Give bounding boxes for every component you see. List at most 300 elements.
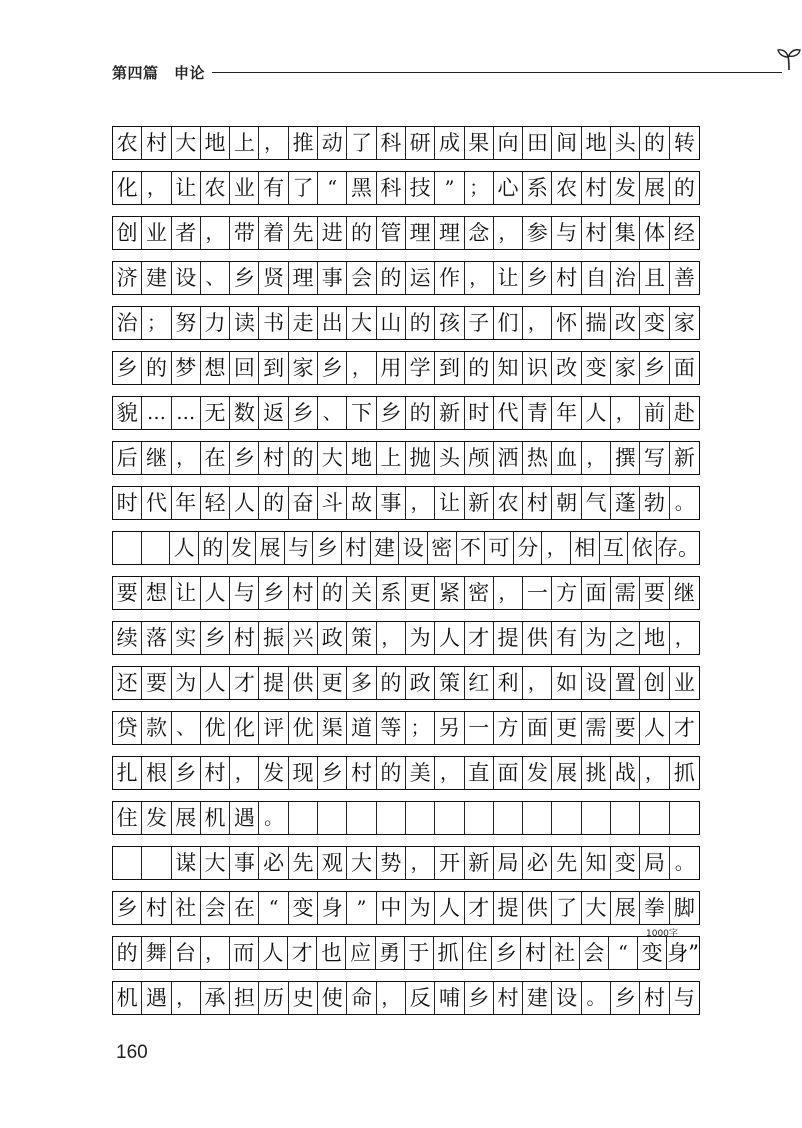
grid-row (112, 351, 700, 385)
grid-cell: 血 (552, 442, 581, 474)
grid-cell: 代 (494, 397, 523, 429)
grid-cell: ， (523, 307, 552, 339)
grid-cell: 上 (230, 127, 259, 159)
grid-cell: 乡 (259, 577, 288, 609)
grid-cell: 理 (406, 217, 435, 249)
grid-cell: 一 (523, 577, 552, 609)
grid-cell: 用 (377, 352, 406, 384)
grid-cell: 身 (318, 892, 347, 924)
grid-cell: 渠 (318, 712, 347, 744)
grid-cell: ， (230, 757, 259, 789)
grid-cell: 必 (523, 847, 552, 879)
grid-cell: 斗 (318, 487, 347, 519)
grid-cell: 发 (611, 172, 640, 204)
grid-cell: 与 (673, 985, 695, 1010)
grid-cell: 时 (113, 487, 142, 519)
grid-cell: 担 (230, 982, 259, 1014)
grid-row (112, 396, 700, 430)
grid-cell: 代 (142, 487, 171, 519)
grid-cell: 。 (259, 802, 288, 834)
grid-cell: 乡 (465, 982, 494, 1014)
grid-cell: 的 (377, 262, 406, 294)
grid-cell: 会 (201, 892, 230, 924)
grid-cell: 新 (465, 847, 494, 879)
grid-cell: 山 (377, 307, 406, 339)
grid-cell: 供 (523, 892, 552, 924)
grid-cell: 政 (318, 622, 347, 654)
grid-cell: 轻 (201, 487, 230, 519)
grid-cell: 体 (640, 217, 669, 249)
grid-cell: 政 (406, 667, 435, 699)
grid-cell: 展 (611, 892, 640, 924)
grid-cell: 乡 (611, 982, 640, 1014)
grid-cell: 脚 (673, 895, 695, 920)
grid-cell: 动 (318, 127, 347, 159)
grid-cell: 落 (142, 622, 171, 654)
grid-cell: 想 (142, 577, 171, 609)
grid-cell: 设 (172, 262, 201, 294)
grid-cell: 抛 (406, 442, 435, 474)
grid-cell: 抓 (434, 937, 463, 969)
grid-cell: 系 (523, 172, 552, 204)
grid-cell: 新 (673, 445, 695, 470)
grid-cell: 另 (435, 712, 464, 744)
grid-cell: ， (435, 757, 464, 789)
grid-cell: 战 (611, 757, 640, 789)
grid-row (112, 126, 700, 160)
grid-cell: 业 (142, 217, 171, 249)
grid-cell: 分 (514, 532, 543, 564)
grid-cell: ； (406, 712, 435, 744)
grid-cell: 管 (377, 217, 406, 249)
grid-cell: ， (465, 262, 494, 294)
grid-cell: 面 (523, 712, 552, 744)
word-count-note: 1000字 (646, 929, 678, 939)
sprout-icon (776, 46, 802, 72)
grid-cell: 抓 (673, 760, 695, 785)
grid-cell: 互 (600, 532, 629, 564)
grid-cell: 想 (201, 352, 230, 384)
grid-cell: 也 (317, 937, 346, 969)
grid-cell: 评 (259, 712, 288, 744)
grid-row (112, 891, 700, 925)
grid-cell: 变 (611, 847, 640, 879)
grid-cell: 等 (377, 712, 406, 744)
grid-cell: 依 (628, 532, 657, 564)
grid-cell: 村 (289, 577, 318, 609)
grid-cell: 住 (463, 937, 492, 969)
grid-cell: 密 (428, 532, 457, 564)
grid-cell: 历 (259, 982, 288, 1014)
grid-cell: ， (347, 352, 376, 384)
grid-cell: 有 (552, 622, 581, 654)
grid-cell: 们 (494, 307, 523, 339)
grid-cell: 大 (318, 442, 347, 474)
grid-cell: 了 (289, 172, 318, 204)
grid-cell: 发 (228, 532, 257, 564)
grid-cell: 人 (435, 892, 464, 924)
grid-cell: 识 (523, 352, 552, 384)
grid-cell: 拳 (640, 892, 669, 924)
grid-cell: 在 (201, 442, 230, 474)
grid-cell: 事 (377, 487, 406, 519)
grid-cell: 可 (485, 532, 514, 564)
grid-cell: 进 (318, 217, 347, 249)
grid-cell: 承 (201, 982, 230, 1014)
grid-cell: 带 (230, 217, 259, 249)
grid-cell: 开 (435, 847, 464, 879)
grid-cell: 更 (318, 667, 347, 699)
grid-cell: 舞 (142, 937, 171, 969)
grid-cell: 赴 (673, 400, 695, 425)
grid-cell: 继 (142, 442, 171, 474)
grid-cell: 村 (552, 262, 581, 294)
grid-cell: 中 (377, 892, 406, 924)
grid-cell: 让 (435, 487, 464, 519)
grid-cell: … (142, 397, 171, 429)
grid-cell: 大 (201, 847, 230, 879)
grid-cell: 为 (582, 622, 611, 654)
grid-cell: 梦 (172, 352, 201, 384)
grid-cell: 走 (289, 307, 318, 339)
grid-cell: 青 (523, 397, 552, 429)
grid-cell: 与 (285, 532, 314, 564)
grid-row (112, 306, 700, 340)
grid-row (112, 801, 700, 835)
grid-cell: 乡 (113, 892, 142, 924)
grid-cell: 让 (494, 262, 523, 294)
grid-cell: 乡 (377, 397, 406, 429)
grid-cell: 的 (259, 487, 288, 519)
grid-cell: 事 (318, 262, 347, 294)
grid-cell: 业 (673, 670, 695, 695)
grid-cell: 先 (289, 217, 318, 249)
grid-cell: 道 (347, 712, 376, 744)
grid-cell (318, 802, 347, 834)
grid-cell: ， (674, 626, 694, 649)
grid-cell: ， (201, 937, 230, 969)
grid-cell: 系 (377, 577, 406, 609)
grid-cell: 村 (582, 217, 611, 249)
grid-cell: ， (640, 757, 669, 789)
grid-cell: 运 (406, 262, 435, 294)
grid-cell: 提 (259, 667, 288, 699)
grid-cell: 治 (611, 262, 640, 294)
grid-cell: 书 (259, 307, 288, 339)
grid-cell: 直 (465, 757, 494, 789)
grid-cell: 乡 (318, 352, 347, 384)
grid-cell: 者 (172, 217, 201, 249)
grid-cell: 出 (318, 307, 347, 339)
grid-cell: 下 (347, 397, 376, 429)
grid-cell (113, 847, 142, 879)
grid-cell: 红 (465, 667, 494, 699)
grid-cell: 根 (142, 757, 171, 789)
grid-cell: 社 (172, 892, 201, 924)
grid-cell: 命 (347, 982, 376, 1014)
grid-cell: 先 (289, 847, 318, 879)
grid-cell: 村 (347, 757, 376, 789)
grid-cell: 要 (142, 667, 171, 699)
grid-cell (113, 532, 142, 564)
grid-row (112, 441, 700, 475)
grid-cell: 乡 (523, 262, 552, 294)
grid-cell: 理 (435, 217, 464, 249)
grid-cell: 才 (673, 715, 695, 740)
grid-cell: 人 (170, 532, 199, 564)
grid-cell: 为 (406, 622, 435, 654)
page-number: 160 (116, 1042, 148, 1063)
grid-cell: “ (318, 172, 347, 204)
grid-cell: 业 (230, 172, 259, 204)
grid-cell (142, 847, 171, 879)
grid-cell: 貌 (113, 397, 142, 429)
grid-cell: 村 (523, 487, 552, 519)
grid-cell: 人 (201, 577, 230, 609)
grid-cell (142, 532, 171, 564)
grid-cell (552, 802, 581, 834)
grid-cell: 参 (523, 217, 552, 249)
grid-cell: 大 (582, 892, 611, 924)
grid-cell: 利 (494, 667, 523, 699)
grid-cell: 才 (288, 937, 317, 969)
grid-cell: 建 (371, 532, 400, 564)
grid-cell: 局 (640, 847, 669, 879)
grid-cell: 家 (289, 352, 318, 384)
grid-cell: 观 (318, 847, 347, 879)
grid-cell: 改 (552, 352, 581, 384)
grid-cell: 扎 (113, 757, 142, 789)
grid-cell: 到 (259, 352, 288, 384)
grid-cell: 住 (113, 802, 142, 834)
grid-cell: 读 (230, 307, 259, 339)
grid-cell: 的 (377, 757, 406, 789)
grid-cell: 朝 (552, 487, 581, 519)
grid-cell: 农 (494, 487, 523, 519)
grid-cell: 村 (342, 532, 371, 564)
grid-cell: ， (494, 577, 523, 609)
grid-cell: 反 (406, 982, 435, 1014)
grid-cell: 孩 (435, 307, 464, 339)
grid-cell: 、 (172, 712, 201, 744)
grid-cell: 地 (582, 127, 611, 159)
grid-cell: 的 (406, 307, 435, 339)
grid-cell: 故 (347, 487, 376, 519)
grid-cell: 关 (347, 577, 376, 609)
grid-cell: 乡 (640, 352, 669, 384)
grid-cell: ； (465, 172, 494, 204)
grid-cell: 揣 (582, 307, 611, 339)
grid-cell: 发 (259, 757, 288, 789)
grid-row (112, 756, 700, 790)
grid-cell: 热 (523, 442, 552, 474)
grid-cell: 地 (640, 622, 669, 654)
grid-cell: 学 (406, 352, 435, 384)
grid-cell: ” (347, 892, 376, 924)
grid-cell: 先 (552, 847, 581, 879)
grid-cell: 使 (318, 982, 347, 1014)
grid-cell: 知 (494, 352, 523, 384)
grid-cell (289, 802, 318, 834)
grid-cell: 身” (667, 940, 699, 965)
grid-cell: 气 (582, 487, 611, 519)
grid-cell (523, 802, 552, 834)
grid-cell: 如 (552, 667, 581, 699)
grid-cell: 村 (142, 892, 171, 924)
grid-cell: 变 (640, 307, 669, 339)
grid-cell: 撰 (611, 442, 640, 474)
grid-cell (377, 802, 406, 834)
grid-cell: 乡 (201, 622, 230, 654)
grid-cell: ， (582, 442, 611, 474)
grid-cell: 方 (494, 712, 523, 744)
grid-cell (435, 802, 464, 834)
grid-cell: 存。 (656, 535, 699, 560)
grid-cell: 农 (201, 172, 230, 204)
grid-cell: 而 (230, 937, 259, 969)
grid-cell: 村 (521, 937, 550, 969)
grid-cell: 供 (523, 622, 552, 654)
grid-cell: 农 (113, 127, 142, 159)
grid-cell: 的 (673, 175, 695, 200)
grid-cell (347, 802, 376, 834)
grid-cell: 哺 (435, 982, 464, 1014)
grid-cell: 贷 (113, 712, 142, 744)
grid-cell: ， (523, 667, 552, 699)
grid-cell: 人 (201, 667, 230, 699)
grid-cell: 款 (142, 712, 171, 744)
grid-cell: 的 (199, 532, 228, 564)
grid-row (112, 171, 700, 205)
grid-cell: 的 (347, 217, 376, 249)
grid-cell: 治 (113, 307, 142, 339)
grid-cell: 家 (673, 310, 695, 335)
grid-cell (582, 802, 611, 834)
grid-cell: 才 (465, 622, 494, 654)
grid-cell: 应 (346, 937, 375, 969)
grid-cell: 乡 (172, 757, 201, 789)
grid-cell: ； (142, 307, 171, 339)
grid-cell: 理 (289, 262, 318, 294)
grid-cell: 转 (673, 130, 695, 155)
grid-cell: 与 (552, 217, 581, 249)
grid-cell: 建 (142, 262, 171, 294)
grid-cell: 的 (640, 127, 669, 159)
grid-cell: 密 (465, 577, 494, 609)
grid-cell: ， (259, 127, 288, 159)
grid-cell: 社 (551, 937, 580, 969)
grid-cell: 地 (201, 127, 230, 159)
grid-cell: 集 (611, 217, 640, 249)
grid-cell: 人 (230, 487, 259, 519)
grid-cell: 向 (494, 127, 523, 159)
grid-cell: 谋 (172, 847, 201, 879)
grid-cell: 遇 (230, 802, 259, 834)
grid-cell: 村 (142, 127, 171, 159)
grid-row (112, 981, 700, 1015)
grid-cell: 面 (673, 355, 695, 380)
grid-cell: ， (377, 982, 406, 1014)
grid-cell: 事 (230, 847, 259, 879)
grid-cell: 创 (113, 217, 142, 249)
grid-cell (670, 802, 699, 834)
grid-cell: 要 (113, 577, 142, 609)
grid-cell: 机 (113, 982, 142, 1014)
grid-row (112, 936, 700, 970)
grid-cell: 念 (465, 217, 494, 249)
grid-cell: ， (142, 172, 171, 204)
grid-cell: 面 (582, 577, 611, 609)
grid-cell: “ (609, 937, 638, 969)
grid-cell: 大 (347, 847, 376, 879)
grid-cell: 设 (552, 982, 581, 1014)
grid-cell: … (172, 397, 201, 429)
grid-row (112, 621, 700, 655)
grid-cell: 努 (172, 307, 201, 339)
grid-cell: 贤 (259, 262, 288, 294)
grid-cell: 在 (230, 892, 259, 924)
grid-cell: 洒 (494, 442, 523, 474)
grid-cell: 奋 (289, 487, 318, 519)
grid-cell: 要 (640, 577, 669, 609)
grid-cell: 村 (582, 172, 611, 204)
grid-cell: 田 (523, 127, 552, 159)
grid-cell: 力 (201, 307, 230, 339)
grid-cell: 的 (465, 352, 494, 384)
grid-cell: 发 (523, 757, 552, 789)
grid-cell: 为 (406, 892, 435, 924)
grid-cell: 展 (172, 802, 201, 834)
grid-cell: 心 (494, 172, 523, 204)
grid-cell: 之 (611, 622, 640, 654)
grid-cell: 策 (435, 667, 464, 699)
grid-cell: 村 (259, 442, 288, 474)
grid-cell: ” (435, 172, 464, 204)
grid-cell (640, 802, 669, 834)
grid-cell: 方 (552, 577, 581, 609)
grid-cell: ， (406, 487, 435, 519)
grid-cell: 时 (465, 397, 494, 429)
grid-cell: 兴 (289, 622, 318, 654)
grid-cell: 大 (172, 127, 201, 159)
grid-cell: 展 (256, 532, 285, 564)
grid-cell: 乡 (230, 442, 259, 474)
grid-cell: 局 (494, 847, 523, 879)
grid-cell: 经 (673, 220, 695, 245)
grid-cell: 人 (435, 622, 464, 654)
grid-cell: 回 (230, 352, 259, 384)
grid-cell: 会 (580, 937, 609, 969)
grid-cell: 让 (172, 577, 201, 609)
grid-cell: 村 (201, 757, 230, 789)
grid-cell: 设 (582, 667, 611, 699)
grid-cell: 人 (582, 397, 611, 429)
grid-cell: ， (172, 982, 201, 1014)
grid-cell: 无 (201, 397, 230, 429)
grid-cell: 大 (347, 307, 376, 339)
grid-cell: 续 (113, 622, 142, 654)
grid-cell: 头 (611, 127, 640, 159)
grid-cell: 知 (582, 847, 611, 879)
grid-cell: 展 (552, 757, 581, 789)
grid-cell: 必 (259, 847, 288, 879)
grid-cell: 乡 (230, 262, 259, 294)
grid-cell: 写 (640, 442, 669, 474)
grid-cell: 变 (638, 937, 667, 969)
grid-cell: 后 (113, 442, 142, 474)
grid-cell: 化 (230, 712, 259, 744)
grid-cell: 勇 (376, 937, 405, 969)
